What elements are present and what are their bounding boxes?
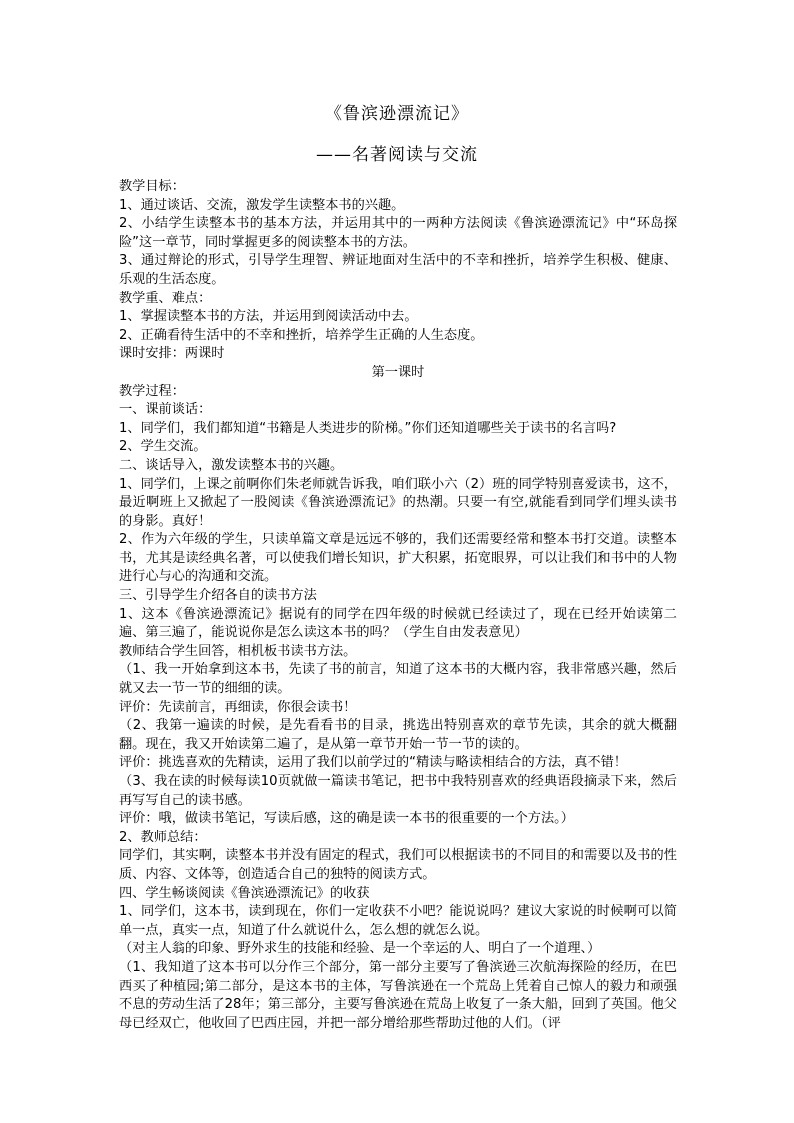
paragraph: 同学们，其实啊，读整本书并没有固定的程式，我们可以根据读书的不同目的和需要以及书的性质、内容、文体等，创造适合自己的独特的阅读方式。	[119, 848, 677, 882]
paragraph: 一、课前谈话：	[119, 402, 212, 418]
paragraph: 2、学生交流。	[119, 439, 207, 455]
paragraph: 1、同学们，这本书，读到现在，你们一定收获不小吧？能说说吗？建议大家说的时候啊可以简单一点，真实一点，知道了什么就说什么，怎么想的就怎么说。	[119, 904, 677, 938]
paragraph: 二、谈话导入，激发读整本书的兴趣。	[119, 457, 344, 473]
document-subtitle: ——名著阅读与交流	[316, 145, 478, 165]
document-body	[119, 178, 677, 1033]
paragraph: 课时安排：两课时	[119, 346, 225, 362]
paragraph: 2、小结学生读整本书的基本方法，并运用其中的一两种方法阅读《鲁滨逊漂流记》中“环岛探险”这一章节，同时掌握更多的阅读整本书的方法。	[119, 216, 677, 250]
paragraph: 教学过程：	[119, 383, 185, 399]
paragraph: 1、同学们，我们都知道“书籍是人类进步的阶梯。”你们还知道哪些关于读书的名言吗?	[119, 420, 617, 436]
paragraph: 评价：先读前言，再细读，你很会读书！	[119, 699, 357, 715]
document-title: 《鲁滨逊漂流记》	[325, 104, 469, 124]
paragraph: 三、引导学生介绍各自的读书方法	[119, 588, 317, 604]
paragraph: 教学重、难点：	[119, 290, 212, 306]
paragraph: 教学目标：	[119, 179, 185, 194]
paragraph: 2、教师总结：	[119, 829, 207, 845]
paragraph: （2、我第一遍读的时候，是先看看书的目录，挑选出特别喜欢的章节先读，其余的就大概翻翻。现在，我又开始读第二遍了，是从第一章节开始一节一节的读的。	[119, 718, 677, 752]
paragraph: （3、我在读的时候每读10页就做一篇读书笔记，把书中我特别喜欢的经典语段摘录下来，然后再写写自己的读书感。	[119, 774, 677, 808]
paragraph: 2、正确看待生活中的不幸和挫折，培养学生正确的人生态度。	[119, 327, 484, 343]
paragraph: 1、同学们，上课之前啊你们朱老师就告诉我，咱们联小六（2）班的同学特别喜爱读书，这不，最近啊班上又掀起了一股阅读《鲁滨逊漂流记》的热潮。只要一有空,就能看到同学们埋头读书的身影。真好！	[119, 476, 677, 529]
paragraph: （对主人翁的印象、野外求生的技能和经验、是一个幸运的人、明白了一个道理、）	[119, 941, 601, 957]
paragraph: 评价：哦，做读书笔记，写读后感，这的确是读一本书的很重要的一个方法。）	[119, 811, 574, 827]
paragraph: 1、这本《鲁滨逊漂流记》据说有的同学在四年级的时候就已经读过了，现在已经开始读第二遍、第三遍了，能说说你是怎么读这本书的吗？（学生自由发表意见）	[119, 606, 677, 641]
paragraph: 1、掌握读整本书的方法，并运用到阅读活动中去。	[119, 309, 418, 325]
paragraph: 四、学生畅谈阅读《鲁滨逊漂流记》的收获	[119, 885, 370, 901]
paragraph: （1、我一开始拿到这本书，先读了书的前言，知道了这本书的大概内容，我非常感兴趣，然后就又去一节一节的细细的读。	[119, 662, 677, 697]
paragraph: 教师结合学生回答，相机板书读书方法。	[119, 643, 357, 659]
paragraph: 1、通过谈话、交流，激发学生读整本书的兴趣。	[119, 197, 405, 213]
paragraph: 评价：挑选喜欢的先精读，运用了我们以前学过的“精读与略读相结合的方法，真不错！	[119, 755, 627, 771]
paragraph: 2、作为六年级的学生，只读单篇文章是远远不够的，我们还需要经常和整本书打交道。读整本书，尤其是读经典名著，可以使我们增长知识，扩大积累，拓宽眼界，可以让我们和书中的人物进行心与心的沟通和交流。	[119, 532, 677, 585]
paragraph: 3、通过辩论的形式，引导学生理智、辨证地面对生活中的不幸和挫折，培养学生积极、健康、乐观的生活态度。	[119, 253, 677, 287]
paragraph: （1、我知道了这本书可以分作三个部分，第一部分主要写了鲁滨逊三次航海探险的经历，在巴西买了种植园;第二部分，是这本书的主体，写鲁滨逊在一个荒岛上凭着自己惊人的毅力和顽强不息的劳动生活了28年；第三部分，主要写鲁滨逊在荒岛上收复了一条大船，回到了英国。他父母已经双亡，他收回了巴西庄园，并把一部分增给那些帮助过他的人们。（评	[119, 959, 677, 1031]
section-heading-lesson-one: 第一课时	[371, 364, 425, 380]
